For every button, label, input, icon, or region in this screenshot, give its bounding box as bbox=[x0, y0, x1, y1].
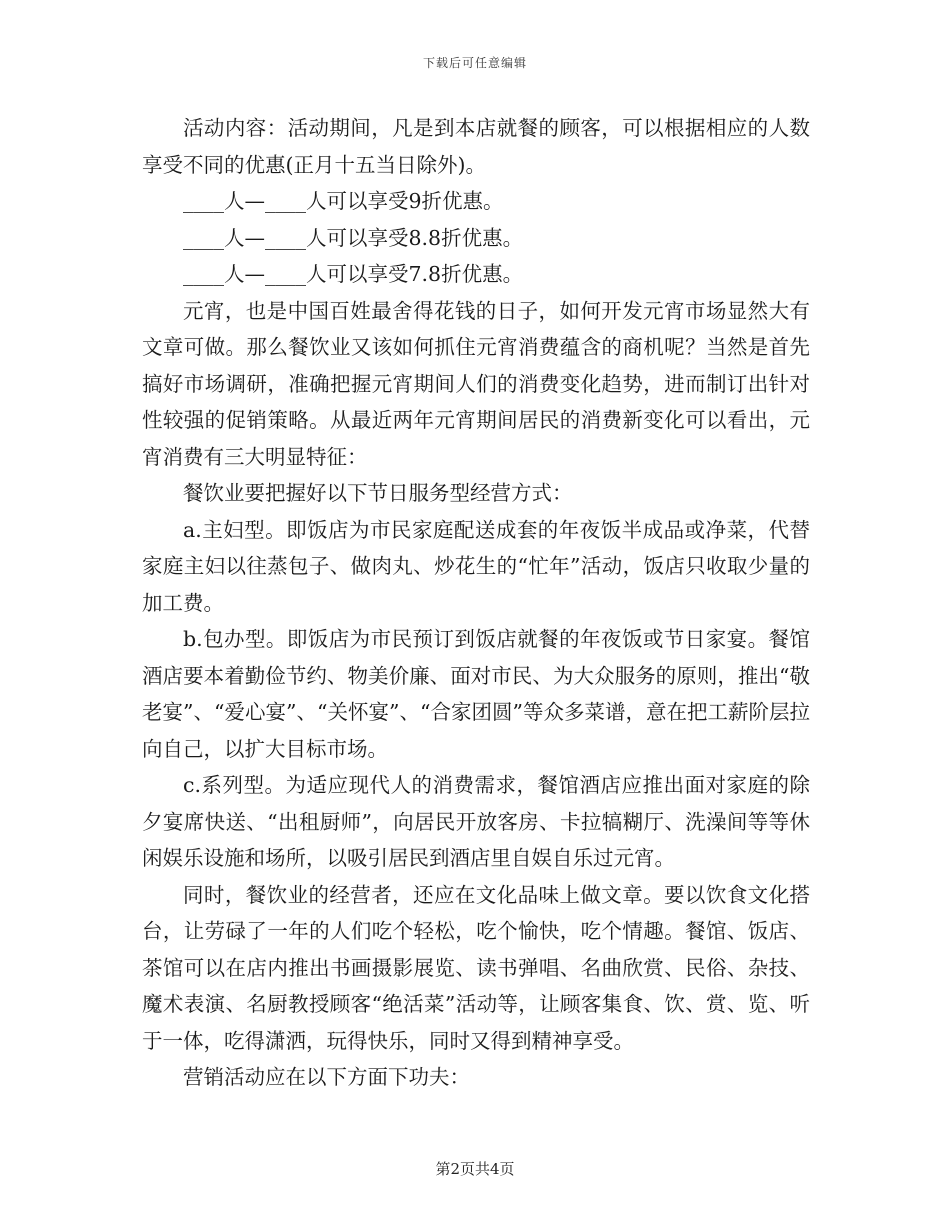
page-number: 第2页共4页 bbox=[435, 1160, 515, 1178]
paragraph-mode-a: a.主妇型。即饭店为市民家庭配送成套的年夜饭半成品或净菜，代替家庭主妇以往蒸包子、做肉丸、炒花生的“忙年”活动，饭店只收取少量的加工费。 bbox=[142, 517, 810, 615]
paragraph-discount-7-8: ____人—____人可以享受7.8折优惠。 bbox=[183, 262, 524, 286]
paragraph-marketing-intro: 营销活动应在以下方面下功夫： bbox=[183, 1065, 470, 1089]
document-body bbox=[142, 110, 810, 1096]
paragraph-discount-9: ____人—____人可以享受9折优惠。 bbox=[183, 189, 504, 213]
paragraph-mode-c: c.系列型。为适应现代人的消费需求，餐馆酒店应推出面对家庭的除夕宴席快送、“出租厨师”，向居民开放客房、卡拉犒糊厅、洗澡间等等休闲娱乐设施和场所，以吸引居民到酒店里自娱自乐过元宵。 bbox=[142, 773, 810, 870]
page-header: 下载后可任意编辑 bbox=[422, 56, 527, 70]
paragraph-discount-8-8: ____人—____人可以享受8.8折优惠。 bbox=[183, 225, 524, 250]
paragraph-culture: 同时，餐饮业的经营者，还应在文化品味上做文章。要以饮食文化搭台，让劳碌了一年的人们吃个轻松，吃个愉快，吃个情趣。餐馆、饭店、茶馆可以在店内推出书画摄影展览、读书弹唱、名曲欣赏、民俗、杂技、魔术表演、名厨教授顾客“绝活菜”活动等，让顾客集食、饮、赏、览、听于一体，吃得潇洒，玩得快乐，同时又得到精神享受。 bbox=[142, 882, 810, 1053]
paragraph-mode-b: b.包办型。即饭店为市民预订到饭店就餐的年夜饭或节日家宴。餐馆酒店要本着勤俭节约、物美价廉、面对市民、为大众服务的原则，推出“敬老宴”、“爱心宴”、“关怀宴”、“合家团圆”等众多菜谱，意在把工薪阶层拉向自己，以扩大目标市场。 bbox=[142, 627, 810, 761]
paragraph-yuanxiao-market: 元宵，也是中国百姓最舍得花钱的日子，如何开发元宵市场显然大有文章可做。那么餐饮业又该如何抓住元宵消费蕴含的商机呢？当然是首先搞好市场调研，准确把握元宵期间人们的消费变化趋势，进而制订出针对性较强的促销策略。从最近两年元宵期间居民的消费新变化可以看出，元宵消费有三大明显特征： bbox=[142, 298, 810, 469]
paragraph-activity-content: 活动内容：活动期间，凡是到本店就餐的顾客，可以根据相应的人数享受不同的优惠(正月十五当日除外)。 bbox=[142, 116, 810, 177]
paragraph-service-modes-intro: 餐饮业要把握好以下节日服务型经营方式： bbox=[183, 481, 573, 505]
